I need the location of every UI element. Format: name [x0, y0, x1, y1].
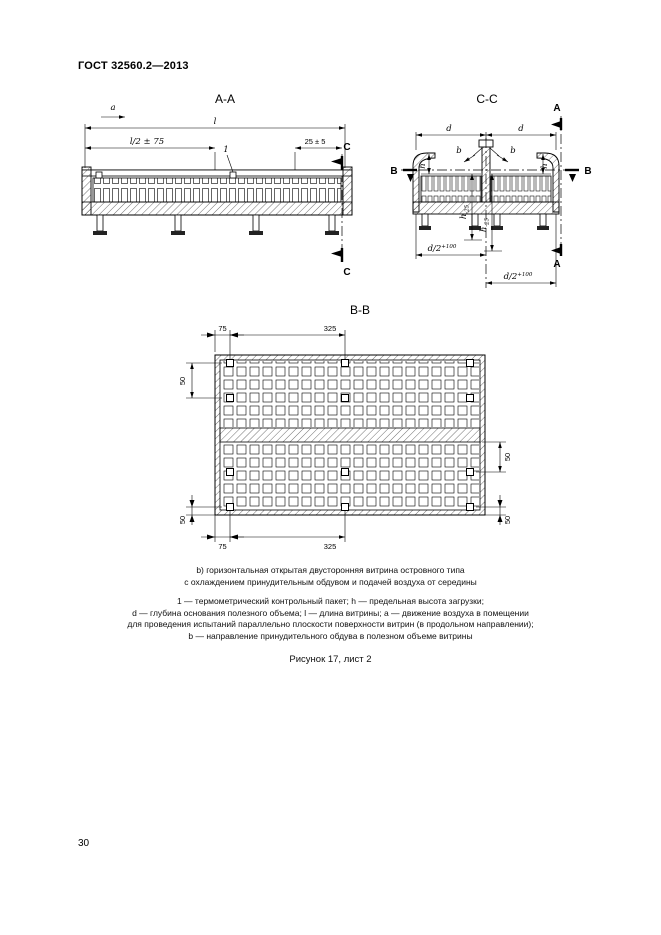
dim-l2-label: l/2 ± 75 — [129, 137, 165, 147]
legend-line: d — глубина основания полезного объема; l — длина витрины; a — движение воздуха в помещении — [132, 607, 529, 618]
air-label-b-left: b — [456, 146, 462, 156]
legend-line: b — направление принудительного обдува в полезном объеме витрины — [188, 630, 473, 641]
dimensions-bottom — [201, 511, 345, 551]
cabinet-plan-view — [215, 355, 485, 515]
view-aa-title: А-А — [214, 92, 236, 106]
dimensions-top — [201, 324, 345, 359]
dim-325-top-label: 325 — [323, 324, 337, 333]
legs — [93, 215, 339, 235]
section-letter-a-bottom: А — [553, 259, 561, 270]
dim-25-label: 25 ± 5 — [304, 137, 326, 146]
dim-50-label: 50 — [178, 376, 187, 386]
section-letter-c-top: С — [343, 142, 351, 153]
air-label-b-right: b — [510, 146, 516, 156]
dim-50-label: 50 — [503, 515, 512, 525]
section-letter-a-top: А — [553, 103, 561, 114]
dim-d2-left-label: $d/2^{+100}$ — [427, 243, 457, 254]
load-packages-row — [93, 178, 341, 202]
section-letter-b-left: В — [390, 166, 398, 177]
air-label-a: a — [110, 103, 116, 113]
caption-line-1: b) горизонтальная открытая двусторонняя витрина островного типа — [196, 565, 465, 575]
section-letter-c-bottom: С — [343, 267, 351, 278]
dim-l-label: l — [213, 117, 217, 127]
dim-50-label: 50 — [178, 515, 187, 525]
view-cc-drawing — [385, 90, 625, 300]
dim-75-top-label: 75 — [218, 324, 227, 333]
dim-d-right-label: d — [518, 124, 524, 134]
plan-packages-top-half — [221, 361, 479, 427]
figure-legend — [0, 596, 661, 642]
caption-line-2: с охлаждением принудительным обдувом и подачей воздуха от середины — [184, 576, 477, 587]
dim-75-bottom-label: 75 — [218, 542, 227, 551]
view-bb-drawing — [170, 300, 530, 560]
dim-h25-right-label: $h_{-25}$ — [479, 217, 491, 233]
view-cc-title: С-С — [476, 92, 498, 106]
dim-d-left-label: d — [446, 124, 452, 134]
dim-h25-left-label: $h_{-25}$ — [459, 204, 471, 220]
dim-h-right-label: h — [540, 163, 550, 169]
cabinet-base — [82, 202, 352, 215]
dim-h-left-label: h — [418, 163, 428, 169]
plan-center-divider — [220, 428, 480, 442]
room-air-arrow — [101, 103, 125, 117]
plan-packages-bottom-half — [221, 443, 479, 509]
callout-1-label: 1 — [223, 145, 229, 155]
thermo-package-marker — [96, 172, 102, 178]
right-well-packages — [491, 176, 551, 202]
view-aa-drawing — [75, 90, 370, 290]
section-letter-b-right: В — [584, 166, 592, 177]
thermo-package-marker — [230, 172, 236, 178]
doc-number: ГОСТ 32560.2—2013 — [78, 60, 189, 72]
figure-number: Рисунок 17, лист 2 — [289, 654, 372, 665]
cabinet-side-view — [82, 167, 352, 235]
dim-d2-right-label: $d/2^{+100}$ — [503, 271, 533, 282]
legend-line: 1 — термометрический контрольный пакет; h — предельная высота загрузки; — [176, 596, 485, 606]
figure-caption — [0, 565, 661, 666]
page-number: 30 — [78, 838, 90, 849]
dim-325-bottom-label: 325 — [323, 542, 337, 551]
view-bb-title: В-В — [349, 303, 371, 317]
dim-50-label: 50 — [503, 452, 512, 462]
legend-line: для проведения испытаний параллельно плоскости поверхности витрин (в продольном направлении); — [127, 619, 534, 629]
callout-1 — [223, 145, 233, 172]
